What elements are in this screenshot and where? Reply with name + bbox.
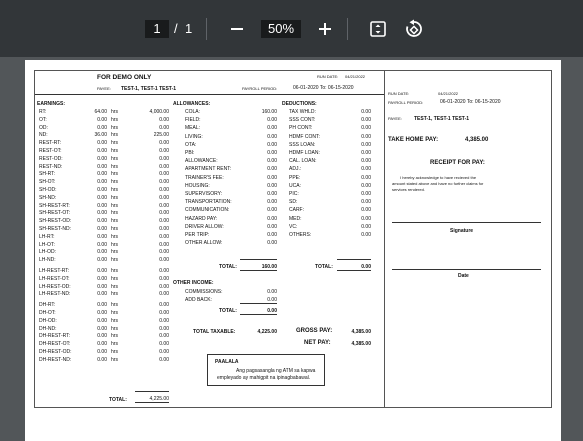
earning-hours: 0.00 (97, 187, 107, 193)
earning-unit: hrs (111, 275, 118, 282)
paalala-note (207, 354, 325, 386)
allowance-amount: 0.00 (267, 215, 277, 222)
earning-unit: hrs (111, 171, 118, 178)
deduction-amount: 0.00 (361, 150, 371, 156)
earning-label: DH-REST-ND: (39, 356, 72, 363)
earning-label: SH-REST-OT: (39, 210, 71, 217)
earning-label: REST-ND: (39, 163, 63, 170)
earning-hours: 0.00 (97, 163, 107, 170)
deduction-amount: 0.00 (361, 174, 371, 181)
other-income-label: ADD BACK: (185, 297, 212, 303)
earning-amount: 0.00 (159, 241, 169, 248)
earning-hours: 64.00 (94, 109, 107, 115)
net-pay-value: 4,385.00 (351, 341, 371, 347)
allowance-amount: 0.00 (267, 125, 277, 132)
earning-hours: 0.00 (97, 356, 107, 363)
allowance-label: PER TRIP: (185, 232, 210, 238)
allowance-amount: 0.00 (267, 182, 277, 189)
earning-label: REST-OD: (39, 155, 63, 162)
earning-hours: 0.00 (97, 116, 107, 123)
earning-amount: 0.00 (159, 325, 169, 332)
other-income-header: OTHER INCOME: (173, 280, 214, 286)
earnings-total-value: 4,225.00 (149, 396, 169, 402)
earning-unit: hrs (111, 210, 118, 217)
earning-amount: 0.00 (159, 356, 169, 363)
allowance-label: FIELD: (185, 117, 201, 124)
earning-unit: hrs (111, 341, 118, 348)
deduction-amount: 0.00 (361, 199, 371, 206)
earning-amount: 0.00 (159, 275, 169, 282)
earning-amount: 0.00 (159, 257, 169, 264)
allowance-amount: 0.00 (267, 166, 277, 173)
deduction-label: HDMF LOAN: (289, 150, 320, 156)
other-income-amount: 0.00 (267, 297, 277, 303)
earning-unit: hrs (111, 155, 118, 162)
earning-label: LH-OD: (39, 249, 56, 256)
deductions-total-label: TOTAL: (315, 264, 333, 270)
deduction-label: CAL. LOAN: (289, 158, 317, 165)
gross-pay-label: GROSS PAY: (296, 328, 333, 334)
earning-amount: 0.00 (159, 124, 169, 131)
earnings-total-label: TOTAL: (109, 397, 127, 403)
earning-label: LH-RT: (39, 233, 55, 240)
paalala-line-1: Ang pagsasangla ng ATM sa kapwa (236, 368, 316, 374)
earning-hours: 0.00 (97, 291, 107, 298)
deduction-label: TAX WHLD: (289, 109, 316, 115)
earning-hours: 0.00 (97, 310, 107, 316)
stub-run-date-value: 04/21/2022 (438, 91, 459, 96)
allowance-amount: 0.00 (267, 223, 277, 230)
earning-label: DH-ND: (39, 325, 57, 332)
run-date-value: 04/21/2022 (345, 74, 366, 79)
earning-hours: 0.00 (97, 233, 107, 240)
allowance-amount: 0.00 (267, 133, 277, 140)
deduction-amount: 0.00 (361, 125, 371, 132)
earning-amount: 0.00 (159, 317, 169, 324)
allowances-header: ALLOWANCES: (173, 101, 211, 107)
allowance-label: OTHER ALLOW: (185, 240, 223, 247)
earning-unit: hrs (111, 291, 118, 298)
net-pay-label: NET PAY: (304, 340, 331, 346)
earning-amount: 0.00 (159, 268, 169, 274)
earning-unit: hrs (111, 257, 118, 264)
earning-hours: 0.00 (97, 171, 107, 178)
earning-amount: 0.00 (159, 291, 169, 298)
earning-unit: hrs (111, 124, 118, 131)
total-taxable-label: TOTAL TAXABLE: (193, 329, 236, 335)
deduction-amount: 0.00 (361, 232, 371, 238)
earning-hours: 0.00 (97, 333, 107, 340)
deduction-amount: 0.00 (361, 215, 371, 222)
earning-amount: 0.00 (159, 302, 169, 309)
earning-unit: hrs (111, 310, 118, 316)
earning-amount: 0.00 (159, 155, 169, 162)
earnings-header: EARNINGS: (37, 101, 66, 107)
earning-label: OD: (39, 124, 48, 131)
deduction-label: CARF: (289, 207, 304, 214)
deduction-amount: 0.00 (361, 182, 371, 189)
take-home-pay-label: TAKE HOME PAY: (388, 137, 439, 143)
earning-amount: 4,000.00 (149, 109, 169, 115)
allowances-total-rule (240, 259, 277, 260)
earning-hours: 0.00 (97, 302, 107, 309)
earning-amount: 0.00 (159, 148, 169, 154)
earning-label: DH-REST-RT: (39, 333, 71, 340)
paalala-title: PAALALA (215, 359, 239, 365)
payee-name: TEST-1, TEST-1 TEST-1 (121, 86, 177, 92)
other-income-total-label: TOTAL: (219, 308, 237, 314)
earning-label: LH-REST-ND: (39, 291, 71, 298)
allowance-amount: 0.00 (267, 199, 277, 206)
stub-payee-label: PAYEE: (388, 116, 402, 121)
earning-unit: hrs (111, 241, 118, 248)
deduction-amount: 0.00 (361, 158, 371, 165)
zoom-level-input[interactable]: 50% (261, 20, 301, 38)
deduction-label: PIC: (289, 191, 299, 197)
allowance-label: OTA: (185, 141, 197, 148)
deduction-label: VC: (289, 223, 298, 230)
earning-amount: 0.00 (159, 218, 169, 225)
earning-unit: hrs (111, 116, 118, 123)
deduction-label: OTHERS: (289, 232, 312, 238)
pdf-page (25, 60, 561, 441)
company-name: FOR DEMO ONLY (97, 74, 152, 81)
total-taxable-value: 4,225.00 (257, 329, 277, 335)
deduction-label: SSS LOAN: (289, 141, 316, 148)
earning-amount: 0.00 (159, 194, 169, 201)
rotate-button[interactable] (402, 17, 426, 41)
earning-unit: hrs (111, 233, 118, 240)
zoom-in-button[interactable] (313, 17, 337, 41)
earnings-total-rule (135, 391, 169, 392)
allowance-label: HAZARD PAY: (185, 215, 218, 222)
earning-unit: hrs (111, 325, 118, 332)
earning-amount: 0.00 (159, 187, 169, 193)
earning-unit: hrs (111, 302, 118, 309)
payroll-period-label: PAYROLL PERIOD: (242, 86, 278, 91)
earning-label: DH-REST-OD: (39, 349, 72, 355)
earning-label: SH-REST-OD: (39, 218, 72, 225)
page-separator: / (174, 21, 178, 36)
earning-amount: 0.00 (159, 283, 169, 290)
allowance-label: DRIVER ALLOW: (185, 223, 224, 230)
earning-hours: 0.00 (97, 202, 107, 209)
allowances-total-label: TOTAL: (219, 264, 237, 270)
earning-amount: 0.00 (159, 116, 169, 123)
allowance-amount: 0.00 (267, 158, 277, 165)
earning-unit: hrs (111, 140, 118, 147)
zoom-out-button[interactable] (225, 17, 249, 41)
allowance-label: ALLOWANCE: (185, 158, 218, 165)
earning-unit: hrs (111, 317, 118, 324)
allowance-label: MEAL: (185, 125, 201, 132)
other-income-amount: 0.00 (267, 289, 277, 295)
allowance-amount: 0.00 (267, 117, 277, 124)
earning-hours: 0.00 (97, 317, 107, 324)
earning-unit: hrs (111, 179, 118, 186)
allowance-amount: 0.00 (267, 141, 277, 148)
deduction-amount: 0.00 (361, 223, 371, 230)
earning-label: LH-ND: (39, 257, 56, 264)
earning-hours: 0.00 (97, 140, 107, 147)
earning-label: LH-REST-OD: (39, 283, 71, 290)
stub-payee-name: TEST-1, TEST-1 TEST-1 (414, 116, 470, 122)
receipt-title: RECEIPT FOR PAY: (430, 160, 485, 166)
earning-label: REST-RT: (39, 140, 62, 147)
date-label: Date (458, 273, 469, 279)
earning-hours: 0.00 (97, 155, 107, 162)
earning-amount: 225.00 (153, 132, 169, 139)
take-home-pay-value: 4,385.00 (465, 137, 489, 143)
earning-hours: 0.00 (97, 210, 107, 217)
receipt-line-2: amount stated above and have no further claims for (392, 181, 484, 186)
deduction-amount: 0.00 (361, 117, 371, 124)
earning-label: REST-OT: (39, 148, 62, 154)
allowance-amount: 0.00 (267, 232, 277, 238)
run-date-label: RUN DATE: (317, 74, 339, 79)
earning-label: DH-OT: (39, 310, 56, 316)
signature-label: Signature (450, 228, 474, 234)
earning-amount: 0.00 (159, 210, 169, 217)
deduction-amount: 0.00 (361, 141, 371, 148)
earning-label: SH-REST-RT: (39, 202, 70, 209)
payslip (34, 70, 552, 408)
deduction-amount: 0.00 (361, 207, 371, 214)
deduction-amount: 0.00 (361, 166, 371, 173)
allowance-label: HOUSING: (185, 182, 210, 189)
allowance-label: SUPERVISORY: (185, 191, 223, 197)
earning-unit: hrs (111, 202, 118, 209)
header-divider (35, 94, 384, 95)
earning-label: SH-OT: (39, 179, 56, 186)
fit-page-button[interactable] (366, 17, 390, 41)
earning-label: DH-RT: (39, 302, 56, 309)
deduction-label: PPE: (289, 174, 301, 181)
earning-unit: hrs (111, 349, 118, 355)
toolbar-divider (347, 18, 348, 40)
earning-label: RT: (39, 109, 47, 115)
deduction-label: MED: (289, 215, 302, 222)
deduction-label: UCA: (289, 182, 301, 189)
deduction-label: SSS CONT: (289, 117, 316, 124)
deduction-label: HDMF CONT: (289, 133, 320, 140)
earning-label: SH-ND: (39, 194, 57, 201)
earning-amount: 0.00 (159, 349, 169, 355)
deduction-label: PH CONT: (289, 125, 313, 132)
allowance-amount: 0.00 (267, 191, 277, 197)
gross-pay-value: 4,385.00 (351, 329, 371, 335)
other-income-label: COMMISSIONS: (185, 289, 223, 295)
allowances-total-underline (240, 270, 277, 271)
earning-unit: hrs (111, 268, 118, 274)
allowance-label: LIVING: (185, 133, 203, 140)
other-income-total-value: 0.00 (267, 308, 277, 314)
earning-hours: 0.00 (97, 194, 107, 201)
allowance-amount: 0.00 (267, 150, 277, 156)
allowance-label: APARTMENT RENT: (185, 166, 232, 173)
date-line (392, 269, 541, 270)
earning-hours: 0.00 (97, 249, 107, 256)
zoom-in-icon (318, 22, 332, 36)
earning-label: DH-OD: (39, 317, 57, 324)
rotate-icon (404, 19, 424, 39)
payroll-period-value: 06-01-2020 To: 06-15-2020 (293, 85, 354, 91)
allowance-label: COLA: (185, 109, 201, 115)
earning-unit: hrs (111, 249, 118, 256)
deduction-amount: 0.00 (361, 191, 371, 197)
earning-amount: 0.00 (159, 249, 169, 256)
deductions-total-underline (337, 270, 371, 271)
allowance-label: COMMUNICATION: (185, 207, 230, 214)
earning-unit: hrs (111, 187, 118, 193)
deduction-label: ADJ.: (289, 166, 302, 173)
other-income-total-rule (240, 303, 277, 304)
earning-unit: hrs (111, 109, 118, 115)
deduction-amount: 0.00 (361, 109, 371, 115)
page-total: 1 (185, 21, 193, 36)
earning-amount: 0.00 (159, 171, 169, 178)
other-income-total-underline (240, 314, 277, 315)
earning-amount: 0.00 (159, 226, 169, 232)
deductions-total-rule (337, 259, 371, 260)
earning-hours: 36.00 (94, 132, 107, 139)
allowance-amount: 0.00 (267, 174, 277, 181)
earning-unit: hrs (111, 283, 118, 290)
earning-amount: 0.00 (159, 233, 169, 240)
earning-hours: 0.00 (97, 179, 107, 186)
earning-label: OT: (39, 116, 47, 123)
earning-unit: hrs (111, 132, 118, 139)
earning-hours: 0.00 (97, 241, 107, 248)
earnings-total-underline (135, 402, 169, 403)
earning-hours: 0.00 (97, 349, 107, 355)
earning-hours: 0.00 (97, 218, 107, 225)
stub-divider (384, 71, 385, 407)
allowance-amount: 0.00 (267, 207, 277, 214)
paalala-line-2: empleyado ay mahigpit na ipinagbabawal. (217, 375, 311, 381)
earning-unit: hrs (111, 148, 118, 154)
earning-unit: hrs (111, 194, 118, 201)
earning-amount: 0.00 (159, 202, 169, 209)
stub-run-date-label: RUN DATE: (388, 91, 410, 96)
stub-period-value: 06-01-2020 To: 06-15-2020 (440, 99, 501, 105)
earning-hours: 0.00 (97, 283, 107, 290)
earning-amount: 0.00 (159, 333, 169, 340)
earning-label: LH-REST-OT: (39, 275, 70, 282)
earning-hours: 0.00 (97, 148, 107, 154)
earning-hours: 0.00 (97, 275, 107, 282)
stub-period-label: PAYROLL PERIOD: (388, 100, 424, 105)
earning-label: DH-REST-OT: (39, 341, 71, 348)
deductions-total-value: 0.00 (361, 264, 371, 270)
earning-unit: hrs (111, 226, 118, 232)
earning-label: SH-OD: (39, 187, 57, 193)
earning-unit: hrs (111, 356, 118, 363)
pdf-toolbar (0, 0, 583, 57)
earning-hours: 0.00 (97, 124, 107, 131)
allowance-label: PBI: (185, 150, 195, 156)
allowance-label: TRANSPORTATION: (185, 199, 232, 206)
earning-hours: 0.00 (97, 257, 107, 264)
receipt-line-1: I hereby acknowledge to have recieved the (400, 175, 477, 180)
earning-label: LH-OT: (39, 241, 55, 248)
allowance-label: TRAINER'S FEE: (185, 174, 224, 181)
allowance-amount: 160.00 (261, 109, 277, 115)
earning-unit: hrs (111, 218, 118, 225)
deduction-label: SD: (289, 199, 298, 206)
receipt-line-3: services rendered. (392, 187, 425, 192)
earning-amount: 0.00 (159, 140, 169, 147)
earning-unit: hrs (111, 333, 118, 340)
earning-hours: 0.00 (97, 325, 107, 332)
earning-hours: 0.00 (97, 341, 107, 348)
zoom-out-icon (230, 22, 244, 36)
earning-amount: 0.00 (159, 163, 169, 170)
allowances-total-value: 160.00 (261, 264, 277, 270)
allowance-amount: 0.00 (267, 240, 277, 247)
deduction-amount: 0.00 (361, 133, 371, 140)
page-number-input[interactable]: 1 (145, 20, 169, 38)
earning-unit: hrs (111, 163, 118, 170)
earning-amount: 0.00 (159, 310, 169, 316)
earning-label: ND: (39, 132, 48, 139)
earning-amount: 0.00 (159, 179, 169, 186)
signature-line (392, 222, 541, 223)
fit-page-icon (369, 20, 387, 38)
earning-label: SH-REST-ND: (39, 226, 71, 232)
deductions-header: DEDUCTIONS: (282, 101, 317, 107)
earning-label: LH-REST-RT: (39, 268, 70, 274)
earning-amount: 0.00 (159, 341, 169, 348)
payee-label: PAYEE: (97, 86, 111, 91)
earning-hours: 0.00 (97, 268, 107, 274)
earning-label: SH-RT: (39, 171, 56, 178)
earning-hours: 0.00 (97, 226, 107, 232)
toolbar-divider (206, 18, 207, 40)
